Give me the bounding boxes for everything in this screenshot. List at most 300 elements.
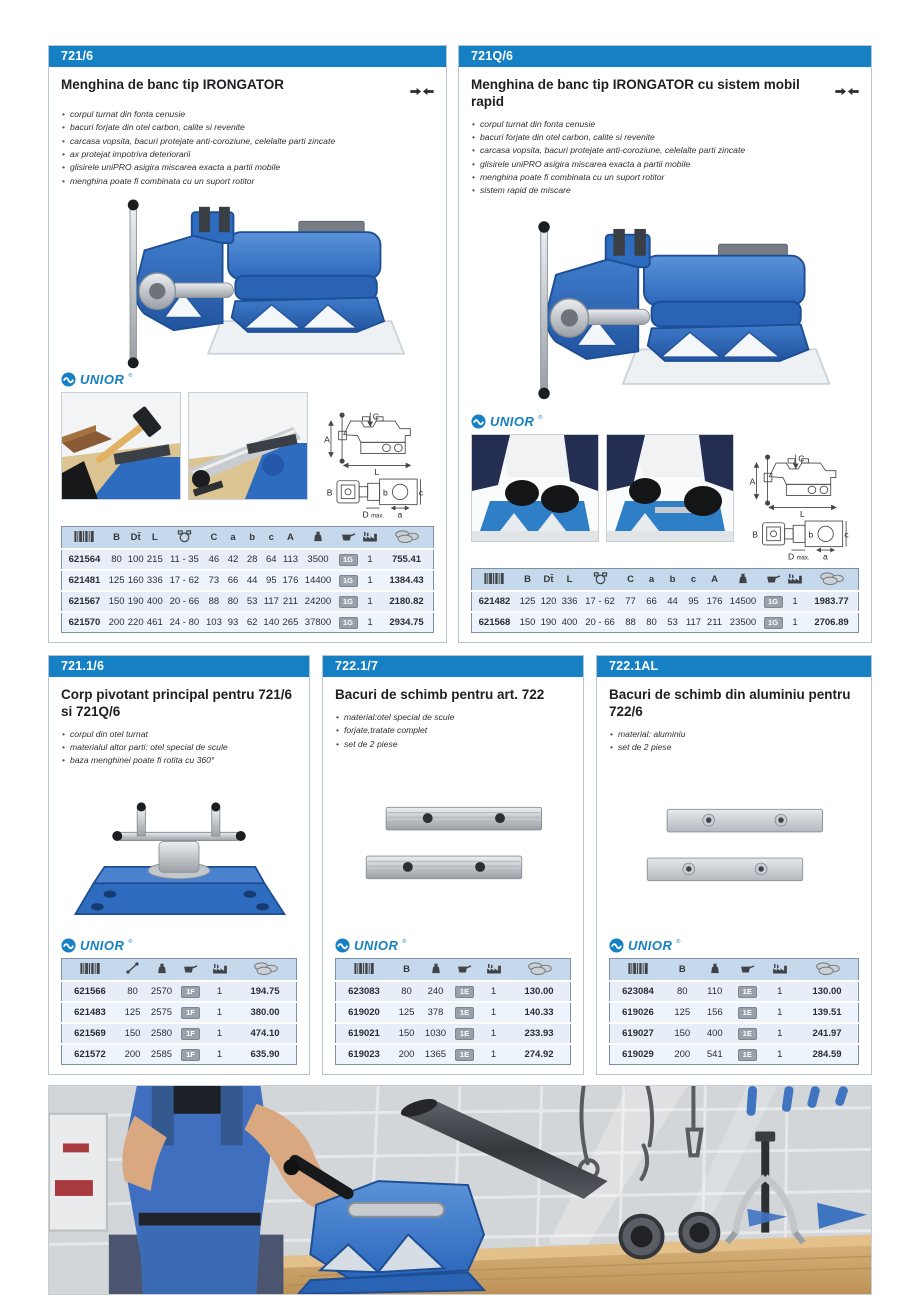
- package-badge: 1F: [181, 1049, 200, 1061]
- svg-text:A: A: [324, 434, 330, 445]
- article-number: 623084: [610, 981, 667, 1002]
- product-image-pivot-body: [61, 768, 297, 935]
- bullet-item: • menghina poate fi combinata cu un suport rotitor: [471, 171, 859, 184]
- article-number: 621566: [62, 981, 119, 1002]
- spec-value: 150: [666, 1023, 699, 1044]
- price: 130.00: [796, 981, 859, 1002]
- package-badge-cell: [450, 1044, 479, 1065]
- bullet-item: • corpul din otel turnat: [61, 728, 297, 741]
- product-image-steel-jaws: [335, 751, 571, 935]
- price: 2180.82: [380, 591, 434, 612]
- section-code: 721.1/6: [61, 659, 105, 673]
- price: 139.51: [796, 1002, 859, 1023]
- column-b: B: [392, 959, 421, 982]
- spec-value: 400: [559, 612, 580, 633]
- quantity: 1: [205, 1002, 234, 1023]
- article-number: 621569: [62, 1023, 119, 1044]
- spec-value: 150: [118, 1023, 147, 1044]
- product-title: Bacuri de schimb pentru art. 722: [335, 687, 545, 702]
- spec-value: 190: [126, 591, 145, 612]
- spec-value: 240: [421, 981, 450, 1002]
- package-badge-cell: [450, 1023, 479, 1044]
- package-badge: 1G: [339, 617, 358, 629]
- spec-value: 125: [118, 1002, 147, 1023]
- article-number: 621570: [62, 612, 108, 633]
- spec-value: 17 - 62: [164, 570, 204, 591]
- spec-value: 211: [281, 591, 300, 612]
- brand-name: UNIOR: [80, 938, 125, 953]
- price: 2706.89: [805, 612, 859, 633]
- bullet-item: • set de 2 piese: [335, 738, 571, 751]
- package-badge-cell: [336, 549, 360, 570]
- spec-value: 541: [699, 1044, 732, 1065]
- spec-value: 461: [145, 612, 164, 633]
- price: 755.41: [380, 549, 434, 570]
- factory-icon: [479, 959, 508, 982]
- price: 284.59: [796, 1044, 859, 1065]
- spec-value: 110: [699, 981, 732, 1002]
- product-title: Menghina de banc tip IRONGATOR: [61, 77, 285, 92]
- section-code-bar: [49, 656, 309, 677]
- spec-value: 400: [699, 1023, 732, 1044]
- brand-name: UNIOR: [490, 414, 535, 429]
- spec-value: 64: [262, 549, 281, 570]
- spec-value: 62: [243, 612, 262, 633]
- spec-value: 24200: [300, 591, 336, 612]
- spec-table: [61, 958, 297, 1065]
- table-header-row: [62, 959, 297, 982]
- bullet-item: • carcasa vopsita, bacuri protejate anti-coroziune, celelalte parti zincate: [61, 135, 434, 148]
- unior-logo-icon: [609, 938, 624, 953]
- price: 130.00: [508, 981, 571, 1002]
- spec-value: 336: [145, 570, 164, 591]
- spec-value: 73: [204, 570, 223, 591]
- svg-text:L: L: [800, 508, 805, 519]
- bullet-item: • forjate,tratate complet: [335, 724, 571, 737]
- spec-value: 220: [126, 612, 145, 633]
- price: 635.90: [234, 1044, 297, 1065]
- spec-value: 1030: [421, 1023, 450, 1044]
- package-badge: 1F: [181, 1007, 200, 1019]
- package-badge-cell: [761, 591, 785, 612]
- barcode-icon: [62, 527, 108, 550]
- barcode-icon: [336, 959, 393, 982]
- section-code-bar: [323, 656, 583, 677]
- section-code-bar: [49, 46, 446, 67]
- spec-value: 176: [281, 570, 300, 591]
- article-number: 621481: [62, 570, 108, 591]
- bullet-item: • glisirele uniPRO asigira miscarea exacta a partii mobile: [61, 161, 434, 174]
- svg-text:D: D: [788, 551, 795, 562]
- package-icon: [731, 959, 764, 982]
- table-row: [62, 1002, 297, 1023]
- column-c: C: [204, 527, 223, 550]
- quantity: 1: [479, 1002, 508, 1023]
- column-dt̄: Dt̄: [538, 569, 559, 592]
- table-row: [610, 1002, 859, 1023]
- table-row: [336, 1002, 571, 1023]
- svg-text:C: C: [372, 411, 379, 422]
- package-badge-cell: [176, 981, 205, 1002]
- price: 194.75: [234, 981, 297, 1002]
- spec-value: 77: [620, 591, 641, 612]
- quantity: 1: [479, 1044, 508, 1065]
- unior-logo-icon: [471, 414, 486, 429]
- package-badge: 1E: [455, 1049, 474, 1061]
- svg-text:D: D: [362, 509, 369, 520]
- package-badge-cell: [731, 981, 764, 1002]
- feature-list: [61, 108, 434, 188]
- brand-name: UNIOR: [628, 938, 673, 953]
- spec-value: 11 - 35: [164, 549, 204, 570]
- svg-text:A: A: [749, 476, 756, 487]
- unior-logo: [61, 371, 434, 388]
- photo-quick-release-2: [606, 434, 734, 542]
- price: 2934.75: [380, 612, 434, 633]
- column-a: A: [281, 527, 300, 550]
- bullet-item: • menghina poate fi combinata cu un suport rotitor: [61, 175, 434, 188]
- package-badge-cell: [176, 1002, 205, 1023]
- workshop-photo-frame: [48, 1085, 872, 1295]
- spec-value: 215: [145, 549, 164, 570]
- article-number: 621568: [472, 612, 518, 633]
- article-number: 621483: [62, 1002, 119, 1023]
- bullet-item: • materialul altor parti: otel special de scule: [61, 741, 297, 754]
- table-row: [610, 1023, 859, 1044]
- quantity: 1: [360, 549, 380, 570]
- column-l: L: [145, 527, 164, 550]
- registered-mark: ®: [128, 939, 133, 945]
- spec-value: 28: [243, 549, 262, 570]
- article-number: 619029: [610, 1044, 667, 1065]
- package-badge-cell: [761, 612, 785, 633]
- article-number: 621567: [62, 591, 108, 612]
- column-c: c: [262, 527, 281, 550]
- spec-value: 80: [641, 612, 662, 633]
- package-badge: 1E: [738, 986, 757, 998]
- spec-value: 150: [517, 612, 538, 633]
- table-row: [62, 570, 434, 591]
- svg-text:L: L: [374, 466, 380, 477]
- price: 474.10: [234, 1023, 297, 1044]
- quantity: 1: [764, 1044, 797, 1065]
- package-icon: [761, 569, 785, 592]
- spec-value: 80: [107, 549, 126, 570]
- svg-text:b: b: [383, 487, 388, 498]
- section-code: 721Q/6: [471, 49, 514, 63]
- svg-text:B: B: [752, 529, 758, 540]
- spec-value: 200: [392, 1044, 421, 1065]
- svg-text:c: c: [844, 529, 849, 540]
- package-badge-cell: [176, 1023, 205, 1044]
- price: 380.00: [234, 1002, 297, 1023]
- bullet-item: • material:otel special de scule: [335, 711, 571, 724]
- spec-value: 200: [666, 1044, 699, 1065]
- factory-icon: [205, 959, 234, 982]
- column-c: c: [683, 569, 704, 592]
- svg-text:max.: max.: [796, 555, 810, 562]
- product-title: Bacuri de schimb din aluminiu pentru 722/6: [609, 687, 851, 719]
- bullet-item: • baza menghinei poate fi rotita cu 360°: [61, 754, 297, 767]
- spec-value: 103: [204, 612, 223, 633]
- svg-text:a: a: [823, 551, 828, 562]
- bullet-item: • carcasa vopsita, bacuri protejate anti-coroziune, celelalte parti zincate: [471, 144, 859, 157]
- dimension-diagram: [741, 434, 859, 562]
- price-icon: [508, 959, 571, 982]
- article-number: 621572: [62, 1044, 119, 1065]
- photo-vise-gripping-pipe: [188, 392, 308, 500]
- price-icon: [805, 569, 859, 592]
- table-row: [336, 981, 571, 1002]
- section-code: 721/6: [61, 49, 94, 63]
- column-l: L: [559, 569, 580, 592]
- spec-value: 265: [281, 612, 300, 633]
- spec-value: 80: [392, 981, 421, 1002]
- unior-logo: [471, 413, 859, 430]
- product-panel-722-1al: [596, 655, 872, 1075]
- table-row: [62, 612, 434, 633]
- package-badge: 1F: [181, 1028, 200, 1040]
- bullet-item: • corpul turnat din fonta cenusie: [471, 118, 859, 131]
- unior-logo: [61, 937, 297, 954]
- barcode-icon: [472, 569, 518, 592]
- spec-value: 378: [421, 1002, 450, 1023]
- table-row: [610, 1044, 859, 1065]
- price: 233.93: [508, 1023, 571, 1044]
- package-badge-cell: [731, 1002, 764, 1023]
- spec-value: 24 - 80: [164, 612, 204, 633]
- price-icon: [796, 959, 859, 982]
- spec-value: 200: [107, 612, 126, 633]
- table-header-row: [610, 959, 859, 982]
- spec-value: 14400: [300, 570, 336, 591]
- quantity: 1: [205, 1044, 234, 1065]
- table-row: [62, 1044, 297, 1065]
- column-a: a: [224, 527, 243, 550]
- spec-value: 37800: [300, 612, 336, 633]
- spec-value: 17 - 62: [580, 591, 620, 612]
- table-row: [610, 981, 859, 1002]
- column-b: B: [666, 959, 699, 982]
- section-code-bar: [459, 46, 871, 67]
- registered-mark: ®: [538, 415, 543, 421]
- price-icon: [234, 959, 297, 982]
- bullet-item: • set de 2 piese: [609, 741, 859, 754]
- spec-value: 125: [107, 570, 126, 591]
- article-number: 621482: [472, 591, 518, 612]
- spec-value: 80: [666, 981, 699, 1002]
- table-row: [62, 549, 434, 570]
- spec-value: 66: [224, 570, 243, 591]
- spec-value: 14500: [725, 591, 761, 612]
- spec-table: [471, 568, 859, 633]
- article-number: 619026: [610, 1002, 667, 1023]
- product-panel-721-6: [48, 45, 447, 643]
- price: 1983.77: [805, 591, 859, 612]
- svg-text:max.: max.: [371, 513, 385, 520]
- spec-table: [609, 958, 859, 1065]
- unior-logo-icon: [61, 938, 76, 953]
- bullet-item: • material: aluminiu: [609, 728, 859, 741]
- unior-logo: [335, 937, 571, 954]
- package-icon: [176, 959, 205, 982]
- spec-value: 160: [126, 570, 145, 591]
- dimension-diagram: [315, 392, 434, 520]
- spec-value: 88: [620, 612, 641, 633]
- feature-list: [471, 118, 859, 198]
- registered-mark: ®: [402, 939, 407, 945]
- product-panel-721-1-6: [48, 655, 310, 1075]
- spec-table: [335, 958, 571, 1065]
- table-header-row: [336, 959, 571, 982]
- spec-table: [61, 526, 434, 633]
- bullet-item: • sistem rapid de miscare: [471, 184, 859, 197]
- product-title: Menghina de banc tip IRONGATOR cu sistem mobil rapid: [471, 77, 800, 109]
- spec-value: 66: [641, 591, 662, 612]
- spec-value: 88: [204, 591, 223, 612]
- package-icon: [336, 527, 360, 550]
- quantity: 1: [764, 1002, 797, 1023]
- package-badge-cell: [176, 1044, 205, 1065]
- brand-name: UNIOR: [354, 938, 399, 953]
- table-row: [62, 591, 434, 612]
- column-a: a: [641, 569, 662, 592]
- price: 241.97: [796, 1023, 859, 1044]
- table-row: [336, 1023, 571, 1044]
- quantity: 1: [479, 1023, 508, 1044]
- feature-list: [609, 728, 859, 755]
- quantity: 1: [360, 612, 380, 633]
- bullet-item: • bacuri forjate din otel carbon, calite si revenite: [61, 121, 434, 134]
- table-row: [472, 612, 859, 633]
- quantity: 1: [205, 981, 234, 1002]
- spec-value: 117: [683, 612, 704, 633]
- spec-value: 125: [666, 1002, 699, 1023]
- spec-value: 53: [243, 591, 262, 612]
- package-badge-cell: [450, 981, 479, 1002]
- spec-value: 80: [224, 591, 243, 612]
- spec-value: 2580: [147, 1023, 176, 1044]
- section-code: 722.1AL: [609, 659, 659, 673]
- table-header-row: [62, 527, 434, 550]
- spec-value: 211: [704, 612, 725, 633]
- section-code: 722.1/7: [335, 659, 379, 673]
- package-badge: 1E: [738, 1049, 757, 1061]
- package-badge: 1E: [455, 1007, 474, 1019]
- svg-text:c: c: [418, 487, 424, 498]
- bullet-item: • ax protejat impotriva deteriorarii: [61, 148, 434, 161]
- registered-mark: ®: [128, 373, 133, 379]
- spec-value: 117: [262, 591, 281, 612]
- package-badge: 1G: [339, 575, 358, 587]
- weight-icon: [699, 959, 732, 982]
- photo-quick-release-1: [471, 434, 599, 542]
- price-icon: [380, 527, 434, 550]
- spec-value: 2585: [147, 1044, 176, 1065]
- spec-value: 2570: [147, 981, 176, 1002]
- factory-icon: [360, 527, 380, 550]
- spec-value: 200: [118, 1044, 147, 1065]
- spec-value: 46: [204, 549, 223, 570]
- package-badge-cell: [336, 612, 360, 633]
- price: 140.33: [508, 1002, 571, 1023]
- barcode-icon: [62, 959, 119, 982]
- workshop-photo: [49, 1086, 871, 1294]
- weight-icon: [300, 527, 336, 550]
- quantity: 1: [479, 981, 508, 1002]
- article-number: 623083: [336, 981, 393, 1002]
- spec-value: 336: [559, 591, 580, 612]
- spec-value: 42: [224, 549, 243, 570]
- spec-value: 140: [262, 612, 281, 633]
- clamp-opening-icon: [580, 569, 620, 592]
- spec-value: 93: [224, 612, 243, 633]
- spec-value: 44: [662, 591, 683, 612]
- price: 1384.43: [380, 570, 434, 591]
- feature-list: [335, 711, 571, 751]
- column-c: C: [620, 569, 641, 592]
- package-badge-cell: [450, 1002, 479, 1023]
- svg-text:b: b: [808, 529, 814, 540]
- quantity: 1: [360, 570, 380, 591]
- factory-icon: [764, 959, 797, 982]
- price: 274.92: [508, 1044, 571, 1065]
- bullet-item: • bacuri forjate din otel carbon, calite si revenite: [471, 131, 859, 144]
- table-row: [336, 1044, 571, 1065]
- spec-value: 400: [145, 591, 164, 612]
- bullet-item: • corpul turnat din fonta cenusie: [61, 108, 434, 121]
- weight-icon: [725, 569, 761, 592]
- spec-value: 23500: [725, 612, 761, 633]
- product-image-aluminium-jaws: [609, 754, 859, 935]
- quantity: 1: [764, 1023, 797, 1044]
- column-dt̄: Dt̄: [126, 527, 145, 550]
- table-row: [472, 591, 859, 612]
- spec-value: 95: [262, 570, 281, 591]
- product-panel-721q-6: [458, 45, 872, 643]
- spec-value: 1365: [421, 1044, 450, 1065]
- svg-text:a: a: [397, 509, 403, 520]
- registered-mark: ®: [676, 939, 681, 945]
- package-badge: 1E: [455, 1028, 474, 1040]
- package-badge: 1G: [339, 596, 358, 608]
- spec-value: 2575: [147, 1002, 176, 1023]
- package-badge: 1E: [738, 1007, 757, 1019]
- spec-value: 95: [683, 591, 704, 612]
- spec-value: 113: [281, 549, 300, 570]
- svg-text:C: C: [798, 453, 805, 464]
- table-row: [62, 1023, 297, 1044]
- spec-value: 3500: [300, 549, 336, 570]
- spec-value: 80: [118, 981, 147, 1002]
- package-badge-cell: [731, 1023, 764, 1044]
- spec-value: 176: [704, 591, 725, 612]
- quantity: 1: [360, 591, 380, 612]
- quantity: 1: [785, 591, 805, 612]
- product-image-vise-quick: [471, 198, 859, 411]
- barcode-icon: [610, 959, 667, 982]
- column-b: B: [517, 569, 538, 592]
- column-b: b: [662, 569, 683, 592]
- weight-icon: [147, 959, 176, 982]
- package-badge: 1E: [455, 986, 474, 998]
- article-number: 619020: [336, 1002, 393, 1023]
- photo-hammering-on-vise: [61, 392, 181, 500]
- svg-text:B: B: [326, 487, 333, 498]
- clamp-opening-icon: [164, 527, 204, 550]
- diagonal-dimension-icon: [118, 959, 147, 982]
- spec-value: 44: [243, 570, 262, 591]
